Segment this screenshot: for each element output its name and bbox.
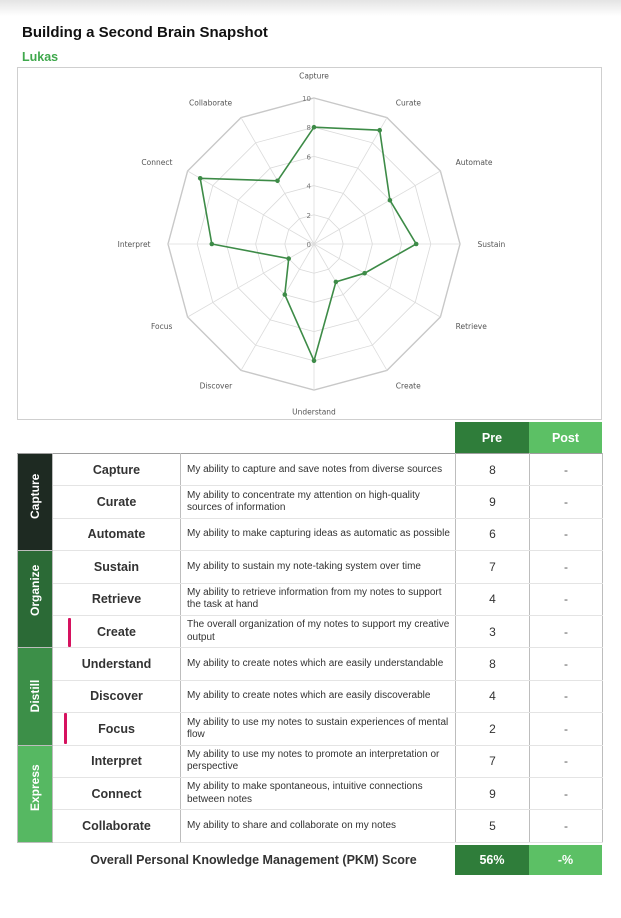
axis-label-automate: Automate	[455, 158, 493, 168]
overall-score-pre: 56%	[455, 845, 529, 875]
pre-score: 3	[456, 615, 530, 647]
post-score: -	[530, 745, 603, 777]
data-point	[334, 280, 339, 285]
table-row	[18, 551, 603, 583]
post-score: -	[530, 713, 603, 745]
skill-description: My ability to use my notes to sustain experiences of mental flow	[181, 713, 456, 745]
skill-description: My ability to concentrate my attention on high-quality sources of information	[181, 486, 456, 518]
category-express	[18, 745, 53, 842]
table-row	[18, 745, 603, 777]
data-point	[312, 125, 317, 130]
top-shadow	[0, 0, 621, 16]
table-row	[18, 518, 603, 550]
data-point	[283, 292, 288, 297]
category-distill	[18, 648, 53, 745]
category-label: Distill	[28, 680, 42, 713]
skill-description: My ability to create notes which are easily discoverable	[181, 680, 456, 712]
pre-score: 5	[456, 810, 530, 842]
data-point	[286, 256, 291, 261]
post-score: -	[530, 680, 603, 712]
table-row	[18, 713, 603, 745]
pre-score: 4	[456, 680, 530, 712]
skill-name: Automate	[53, 518, 181, 550]
skill-description: My ability to make capturing ideas as automatic as possible	[181, 518, 456, 550]
axis-label-interpret: Interpret	[117, 240, 151, 249]
person-name: Lukas	[22, 50, 59, 64]
axis-label-retrieve: Retrieve	[455, 321, 487, 331]
tick-label: 6	[306, 153, 311, 162]
axis-label-capture: Capture	[299, 71, 329, 81]
table-row	[18, 680, 603, 712]
pre-score: 7	[456, 745, 530, 777]
table-row	[18, 583, 603, 615]
page-title: Building a Second Brain Snapshot	[22, 24, 268, 41]
data-point	[312, 359, 317, 364]
overall-score-label: Overall Personal Knowledge Management (PKM) Score	[90, 853, 417, 867]
axis-label-understand: Understand	[292, 407, 336, 417]
tick-label: 8	[306, 124, 311, 133]
data-point	[388, 198, 393, 203]
post-column-header: Post	[529, 422, 602, 453]
pre-score: 8	[456, 648, 530, 680]
category-label: Capture	[28, 473, 42, 520]
skill-name: Interpret	[53, 745, 181, 777]
highlight-marker-create	[68, 618, 71, 647]
axis-label-discover: Discover	[199, 381, 233, 391]
post-score: -	[530, 615, 603, 647]
skill-name: Discover	[53, 680, 181, 712]
data-point	[198, 176, 203, 181]
axis-label-focus: Focus	[150, 321, 173, 331]
category-organize	[18, 551, 53, 648]
post-score: -	[530, 454, 603, 486]
pre-score: 2	[456, 713, 530, 745]
post-score: -	[530, 518, 603, 550]
skill-name: Collaborate	[53, 810, 181, 842]
pre-score: 9	[456, 777, 530, 809]
post-score: -	[530, 486, 603, 518]
tick-label: 2	[306, 211, 311, 220]
table-row	[18, 810, 603, 842]
table-row	[18, 648, 603, 680]
pre-score: 4	[456, 583, 530, 615]
data-point	[414, 242, 419, 247]
skill-description: My ability to make spontaneous, intuitive connections between notes	[181, 777, 456, 809]
category-capture	[18, 454, 53, 551]
data-point	[275, 179, 280, 184]
skill-name: Connect	[53, 777, 181, 809]
data-point	[377, 128, 382, 133]
pre-score: 8	[456, 454, 530, 486]
category-label: Express	[28, 763, 42, 811]
axis-label-create: Create	[395, 381, 421, 391]
skill-description: My ability to create notes which are easily understandable	[181, 648, 456, 680]
tick-label: 10	[302, 95, 311, 103]
radar-chart	[17, 67, 602, 420]
axis-label-collaborate: Collaborate	[189, 98, 233, 108]
skill-name: Create	[53, 615, 181, 647]
skill-name: Understand	[53, 648, 181, 680]
table-row	[18, 486, 603, 518]
pre-score: 9	[456, 486, 530, 518]
skills-table	[17, 453, 603, 843]
skill-description: My ability to capture and save notes from diverse sources	[181, 454, 456, 486]
overall-score-post: -%	[529, 845, 602, 875]
skill-description: My ability to use my notes to promote an interpretation or perspective	[181, 745, 456, 777]
pre-column-header: Pre	[455, 422, 529, 453]
post-score: -	[530, 777, 603, 809]
post-score: -	[530, 648, 603, 680]
post-score: -	[530, 810, 603, 842]
table-row	[18, 615, 603, 647]
tick-label: 4	[306, 182, 311, 191]
radar-chart-svg	[18, 68, 601, 419]
skill-name: Curate	[53, 486, 181, 518]
table-row	[18, 777, 603, 809]
table-row	[18, 454, 603, 486]
data-point	[210, 242, 215, 247]
tick-label: 0	[306, 241, 311, 249]
skill-description: My ability to retrieve information from my notes to support the task at hand	[181, 583, 456, 615]
axis-label-curate: Curate	[395, 98, 422, 108]
skill-description: The overall organization of my notes to support my creative output	[181, 615, 456, 647]
category-label: Organize	[28, 564, 42, 617]
axis-label-sustain: Sustain	[477, 240, 506, 249]
data-point	[362, 271, 367, 276]
highlight-marker-focus	[64, 713, 67, 744]
skill-name: Sustain	[53, 551, 181, 583]
skill-name: Focus	[53, 713, 181, 745]
pre-score: 7	[456, 551, 530, 583]
post-score: -	[530, 583, 603, 615]
post-score: -	[530, 551, 603, 583]
skill-name: Capture	[53, 454, 181, 486]
skill-name: Retrieve	[53, 583, 181, 615]
skill-description: My ability to share and collaborate on my notes	[181, 810, 456, 842]
axis-label-connect: Connect	[141, 158, 173, 168]
pre-score: 6	[456, 518, 530, 550]
skill-description: My ability to sustain my note-taking system over time	[181, 551, 456, 583]
